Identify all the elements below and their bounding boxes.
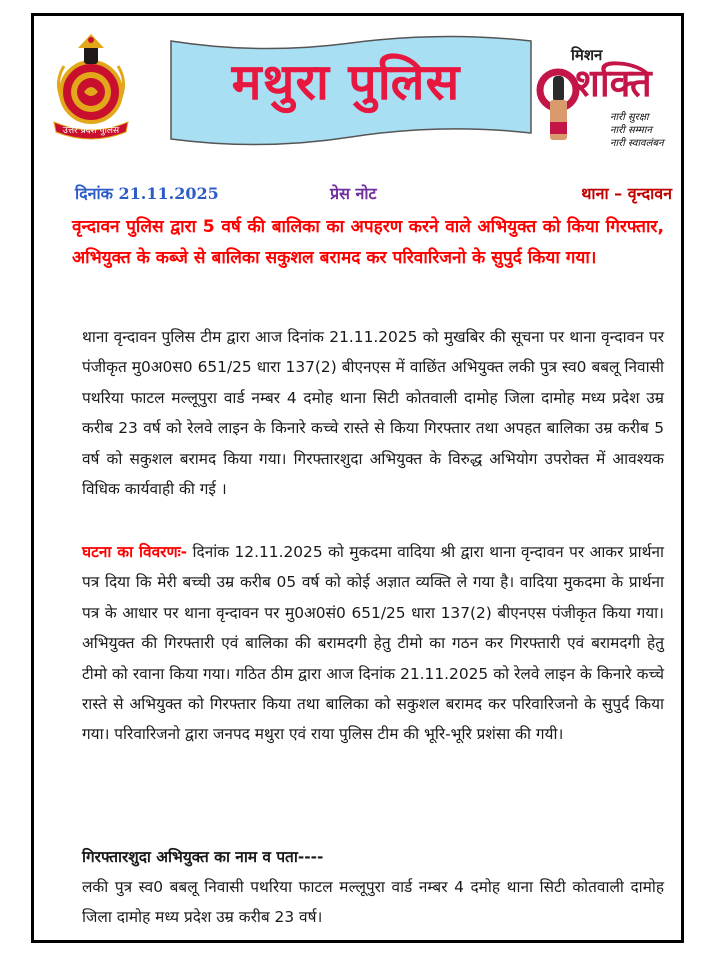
- tagline-2: नारी सम्मान: [610, 125, 652, 136]
- shakti-label: शक्ति: [574, 60, 652, 105]
- raised-fist-icon: [553, 76, 564, 102]
- paragraph-arrest: थाना वृन्दावन पुलिस टीम द्वारा आज दिनांक 21.11.2025 को मुखबिर की सूचना पर थाना वृन्दावन पर पंजीकृत मु0अ0स0 651/25 धारा 137(2) बीएनएस में वाछिंत अभियुक्त लकी पुत्र स्व0 बबलू निवासी पथरिया फाटल मल्लूपुरा वार्ड नम्बर 4 दमोह थाना सिटी कोतवाली दामोह जिला दामोह मध्य प्रदेश उम्र करीब 23 वर्ष को रेलवे लाइन के किनारे कच्चे रास्ते से किया गिरफ्तार तथा अपहत बालिका उम्र करीब 5 वर्ष को सकुशल बरामद किया गया। गिरफ्तारशुदा अभियुक्त के विरुद्ध अभियोग उपरोक्त में आवश्यक विधिक कार्यवाही की गई ।: [82, 328, 664, 499]
- mission-label: मिशन: [571, 46, 603, 64]
- press-date: दिनांक 21.11.2025: [75, 184, 219, 203]
- tagline-3: नारी स्वावलंबन: [610, 138, 664, 149]
- incident-label: घटना का विवरणः-: [82, 543, 188, 561]
- up-police-emblem-icon: [40, 30, 142, 142]
- accused-details: लकी पुत्र स्व0 बबलू निवासी पथरिया फाटल मल्लूपुरा वार्ड नम्बर 4 दमोह थाना सिटी कोतवाली दामोह जिला दामोह मध्य प्रदेश उम्र करीब 23 वर्ष।: [82, 878, 664, 927]
- emblem-caption: उत्तर प्रदेश पुलिस: [62, 126, 120, 136]
- tagline-1: नारी सुरक्षा: [610, 112, 649, 123]
- page-title: मथुरा पुलिस: [231, 52, 461, 111]
- incident-text: दिनांक 12.11.2025 को मुकदमा वादिया श्री द्वारा थाना वृन्दावन पर आकर प्रार्थना पत्र दिया कि मेरी बच्ची उम्र करीब 05 वर्ष को कोई अज्ञात व्यक्ति ले गया है। वादिया मुकदमा के प्रार्थना पत्र के आधार पर थाना वृन्दावन पर मु0अ0सं0 651/25 धारा 137(2) बीएनएस पंजीकृत किया गया। अभियुक्त की गिरफ्तारी एवं बालिका की बरामदगी हेतु टीमो का गठन कर गिरफ्तारी एवं बरामदगी हेतु टीमो को रवाना किया गया। गठित ठीम द्वारा आज दिनांक 21.11.2025 को रेलवे लाइन के किनारे कच्चे रास्ते से अभियुक्त को गिरफ्तार किया तथा बालिका को सकुशल बरामद कर परिवारिजनो के सुपुर्द किया गया। परिवारिजनो द्वारा जनपद मथुरा एवं राया पुलिस टीम की भूरि-भूरि प्रशंसा की गयी।: [82, 543, 664, 744]
- accused-heading: गिरफ्तारशुदा अभियुक्त का नाम व पता----: [82, 848, 324, 866]
- police-station: थाना – वृन्दावन: [581, 184, 672, 203]
- paragraph-incident: [82, 537, 664, 750]
- headline: वृन्दावन पुलिस द्वारा 5 वर्ष की बालिका का अपहरण करने वाले अभियुक्त को किया गिरफ्तार, अभियुक्त के कब्जे से बालिका सकुशल बरामद कर परिवारिजनो के सुपुर्द किया गया।: [72, 217, 664, 268]
- press-note-label: प्रेस नोट: [330, 184, 377, 203]
